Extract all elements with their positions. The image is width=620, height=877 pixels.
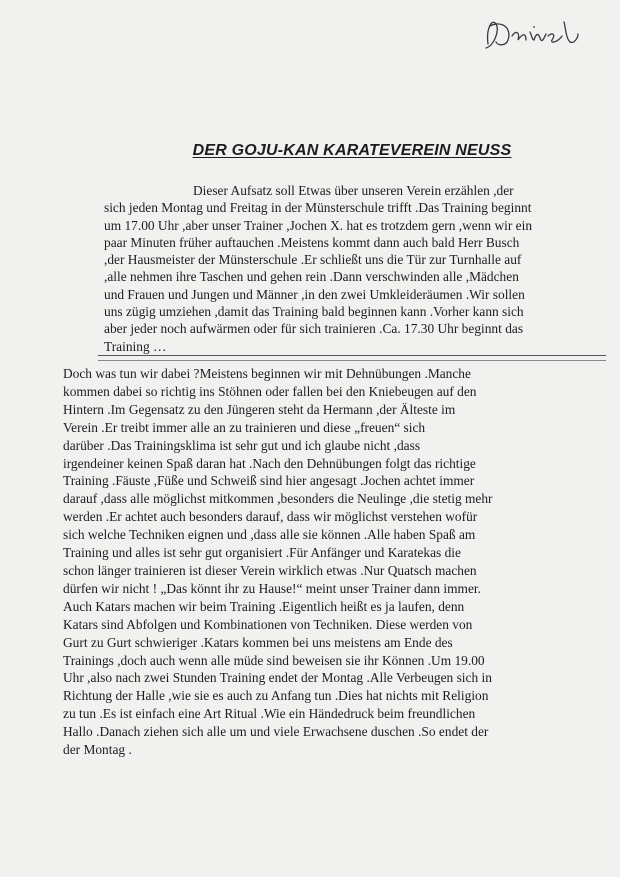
paragraph-line: Gurt zu Gurt schwieriger .Katars kommen bei uns meistens am Ende des: [63, 634, 453, 650]
document-title: DER GOJU-KAN KARATEVEREIN NEUSS: [192, 141, 512, 159]
paragraph-line: Verein .Er treibt immer alle an zu trainieren und diese „freuen“ sich: [63, 419, 426, 435]
paragraph-line: uns zügig umziehen ,damit das Training bald beginnen kann .Vorher kann sich: [104, 304, 524, 320]
paragraph-line: Dieser Aufsatz soll Etwas über unseren Verein erzählen ,der: [193, 183, 514, 198]
paragraph-line: Training .Fäuste ,Füße und Schweiß sind hier angesagt .Jochen achtet immer: [63, 473, 475, 489]
paragraph-line: Trainings ,doch auch wenn alle müde sind beweisen sie ihr Können .Um 19.00: [63, 652, 485, 668]
paragraph-line: der Montag .: [63, 742, 132, 758]
paragraph-line: Richtung der Halle ,wie sie es auch zu Anfang tun .Dies hat nichts mit Religion: [63, 688, 489, 704]
paragraph-line: dürfen wir nicht ! „Das könnt ihr zu Hause!“ meint unser Trainer dann immer.: [63, 580, 481, 596]
signature-scribble: [482, 14, 582, 54]
paragraph-line: Hintern .Im Gegensatz zu den Jüngeren steht da Hermann ,der Älteste im: [63, 401, 456, 417]
paragraph-line: ,alle nehmen ihre Taschen und gehen rein .Dann verschwinden alle ,Mädchen: [104, 269, 519, 285]
paragraph-line: um 17.00 Uhr ,aber unser Trainer ,Jochen X. hat es trotzdem gern ,wenn wir ein: [104, 217, 533, 233]
paragraph-line: werden .Er achtet auch besonders darauf, dass wir möglichst verstehen wofür: [63, 509, 478, 525]
paragraph-line: Katars sind Abfolgen und Kombinationen von Techniken. Diese werden von: [63, 616, 473, 632]
paragraph-line: Hallo .Danach ziehen sich alle um und viele Erwachsene duschen .So endet der: [63, 724, 489, 740]
paragraph-intro: [104, 182, 564, 355]
paragraph-line: aber jeder noch aufwärmen oder für sich trainieren .Ca. 17.30 Uhr beginnt das: [104, 321, 524, 337]
paragraph-line: Doch was tun wir dabei ?Meistens beginnen wir mit Dehnübungen .Manche: [63, 366, 471, 381]
paragraph-line: ,der Hausmeister der Münsterschule .Er schließt uns die Tür zur Turnhalle auf: [104, 252, 522, 268]
paragraph-line: paar Minuten früher auftauchen .Meistens kommt dann auch bald Herr Busch: [104, 234, 520, 250]
paragraph-line: Uhr ,also nach zwei Stunden Training endet der Montag .Alle Verbeugen sich in: [63, 670, 492, 686]
paragraph-line: darüber .Das Trainingsklima ist sehr gut und ich glaube nicht ,dass: [63, 437, 421, 453]
handwritten-signature: [482, 14, 582, 54]
paragraph-line: kommen dabei so richtig ins Stöhnen oder fallen bei den Kniebeugen auf den: [63, 383, 477, 399]
paragraph-line: sich welche Techniken eignen und ,dass alle sie können .Alle haben Spaß am: [63, 527, 476, 543]
paragraph-main: [63, 365, 578, 759]
paragraph-line: sich jeden Montag und Freitag in der Münsterschule trifft .Das Training beginnt: [104, 200, 532, 216]
divider-line: [98, 360, 606, 361]
paragraph-line: und Frauen und Jungen und Männer ,in den zwei Umkleideräumen .Wir sollen: [104, 286, 525, 302]
paragraph-line: Training und alles ist sehr gut organisiert .Für Anfänger und Karatekas die: [63, 545, 461, 561]
paragraph-line: zu tun .Es ist einfach eine Art Ritual .Wie ein Händedruck beim freundlichen: [63, 706, 476, 722]
paragraph-line: Auch Katars machen wir beim Training .Eigentlich heißt es ja laufen, denn: [63, 598, 465, 614]
paragraph-line: schon länger trainieren ist dieser Verein wirklich etwas .Nur Quatsch machen: [63, 562, 477, 578]
paragraph-line: darauf ,dass alle möglichst mitkommen ,besonders die Neulinge ,die stetig mehr: [63, 491, 493, 507]
paragraph-line: irgendeiner keinen Spaß daran hat .Nach den Dehnübungen folgt das richtige: [63, 455, 476, 471]
paragraph-line: Training …: [104, 338, 167, 354]
divider-line: [98, 355, 606, 356]
